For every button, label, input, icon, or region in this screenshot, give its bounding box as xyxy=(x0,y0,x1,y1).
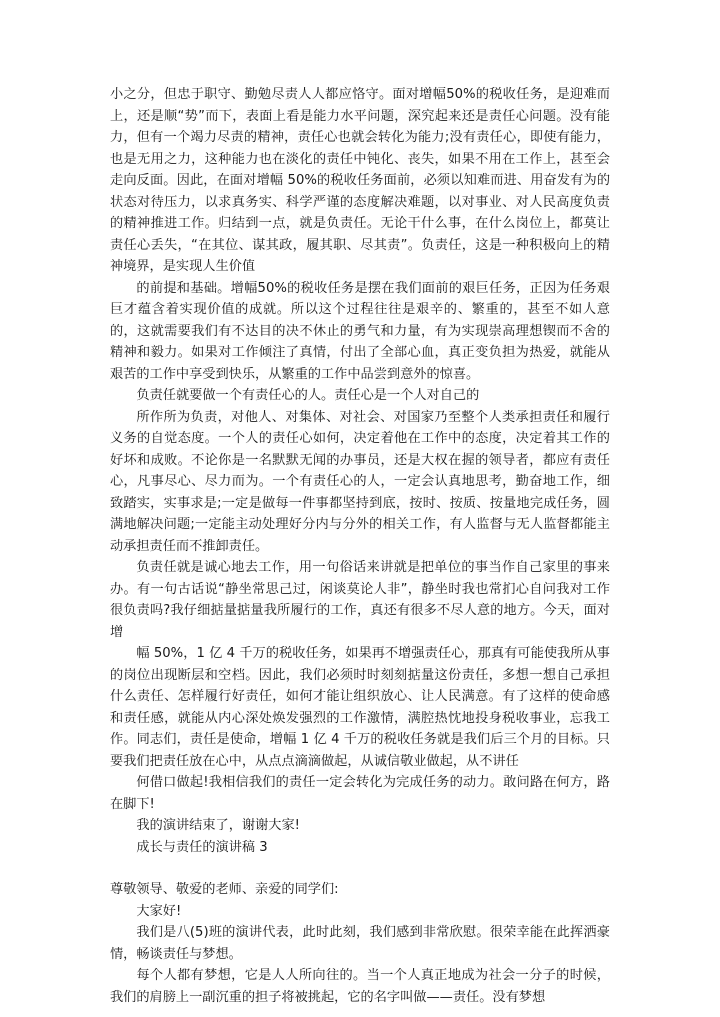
paragraph-5: 负责任就是诚心地去工作，用一句俗话来讲就是把单位的事当作自己家里的事来办。有一句古话说“静坐常思己过，闲谈莫论人非”，静坐时我也常扪心自问我对工作很负责吗?我仔细掂量掂量我所履行的工作，真还有很多不尽人意的地方。今天，面对增 xyxy=(110,560,610,640)
paragraph-3: 负责任就要做一个有责任心的人。责任心是一个人对自己的 xyxy=(136,388,480,403)
section-gap xyxy=(110,858,610,879)
paragraph-8: 我的演讲结束了，谢谢大家! xyxy=(136,818,300,833)
paragraph-1: 小之分，但忠于职守、勤勉尽责人人都应恪守。面对增幅50%的税收任务，是迎难而上，还是顺“势”而下，表面上看是能力水平问题，深究起来还是责任心问题。没有能力，但有一个竭力尽责的精神，责任心也就会转化为能力;没有责任心，即使有能力，也是无用之力，这种能力也在淡化的责任中钝化、丧失，如果不用在工作上，甚至会走向反面。因此，在面对增幅 50%的税收任务面前，必须以知难而进、用奋发有为的状态对待压力，以求真务实、科学严谨的态度解决难题，以对事业、对人民高度负责的精神推进工作。归结到一点，就是负责任。无论干什么事，在什么岗位上，都莫让责任心丢失，“在其位、谋其政，履其职、尽其责”。负责任，这是一种积极向上的精神境界，是实现人生价值 xyxy=(110,87,610,274)
paragraph-4: 所作所为负责，对他人、对集体、对社会、对国家乃至整个人类承担责任和履行义务的自觉态度。一个人的责任心如何，决定着他在工作中的态度，决定着其工作的好坏和成败。不论你是一名默默无闻的办事员，还是大权在握的领导者，都应有责任心，凡事尽心、尽力而为。一个有责任心的人，一定会认真地思考，勤奋地工作，细致踏实，实事求是;一定是做每一件事都坚持到底，按时、按质、按量地完成任务，圆满地解决问题;一定能主动处理好分内与分外的相关工作，有人监督与无人监督都能主动承担责任而不推卸责任。 xyxy=(110,409,610,554)
document-page xyxy=(110,84,610,1008)
paragraph-2: 的前提和基础。增幅50%的税收任务是摆在我们面前的艰巨任务，正因为任务艰巨才蕴含着实现价值的成就。所以这个过程往往是艰辛的、繁重的，甚至不如人意的，这就需要我们有不达目的决不休止的勇气和力量，有为实现崇高理想锲而不舍的精神和毅力。如果对工作倾注了真情，付出了全部心血，真正变负担为热爱，就能从艰苦的工作中享受到快乐，从繁重的工作中品尝到意外的惊喜。 xyxy=(110,280,610,382)
salutation: 尊敬领导、敬爱的老师、亲爱的同学们: xyxy=(110,882,339,897)
section-title: 成长与责任的演讲稿 3 xyxy=(136,839,268,855)
paragraph-intro: 我们是八(5)班的演讲代表，此时此刻，我们感到非常欣慰。很荣幸能在此挥洒豪情，畅谈责任与梦想。 xyxy=(110,925,610,962)
paragraph-dream: 每个人都有梦想，它是人人所向往的。当一个人真正地成为社会一分子的时候，我们的肩膀上一副沉重的担子将被挑起，它的名字叫做——责任。没有梦想 xyxy=(110,968,610,1005)
greeting: 大家好! xyxy=(136,903,182,919)
paragraph-7: 何借口做起!我相信我们的责任一定会转化为完成任务的动力。敢问路在何方，路在脚下! xyxy=(110,775,610,812)
paragraph-6: 幅 50%，1 亿 4 千万的税收任务，如果再不增强责任心，那真有可能使我所从事的岗位出现断层和空档。因此，我们必须时时刻刻掂量这份责任，多想一想自己承担什么责任、怎样履行好责任，如何才能让组织放心、让人民满意。有了这样的使命感和责任感，就能从内心深处焕发强烈的工作激情，满腔热忱地投身税收事业，忘我工作。同志们，责任是使命，增幅 1 亿 4 千万的税收任务就是我们后三个月的目标。只要我们把责任放在心中，从点点滴滴做起，从诚信敬业做起，从不讲任 xyxy=(110,646,610,769)
